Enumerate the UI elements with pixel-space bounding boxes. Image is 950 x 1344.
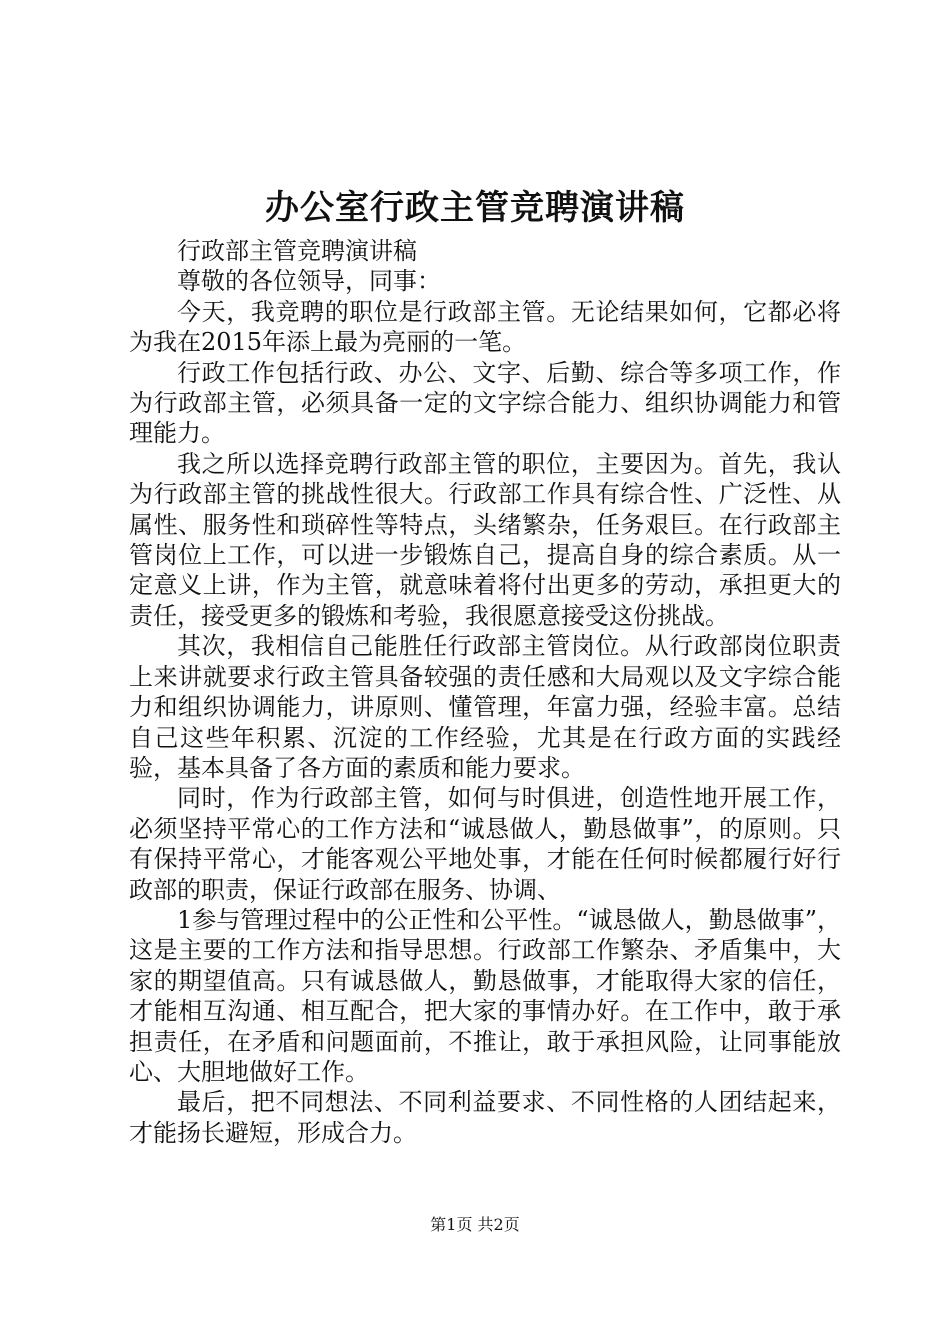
paragraph: 最后，把不同想法、不同利益要求、不同性格的人团结起来，才能扬长避短，形成合力。: [129, 1088, 841, 1147]
paragraph: 同时，作为行政部主管，如何与时俱进，创造性地开展工作，必须坚持平常心的工作方法和“诚恳做人，勤恳做事”，的原则。只有保持平常心，才能客观公平地处事，才能在任何时候都履行好行政部的职责，保证行政部在服务、协调、: [129, 784, 841, 904]
paragraph: 今天，我竞聘的职位是行政部主管。无论结果如何，它都必将为我在2015年添上最为亮丽的一笔。: [129, 297, 841, 357]
document-title: 办公室行政主管竞聘演讲稿: [265, 188, 685, 228]
paragraph: 1参与管理过程中的公正性和公平性。“诚恳做人，勤恳做事”，这是主要的工作方法和指导思想。行政部工作繁杂、矛盾集中，大家的期望值高。只有诚恳做人，勤恳做事，才能取得大家的信任，才能相互沟通、相互配合，把大家的事情办好。在工作中，敢于承担责任，在矛盾和问题面前，不推让，敢于承担风险，让同事能放心、大胆地做好工作。: [129, 905, 841, 1086]
page-footer: 第1页 共2页: [430, 1215, 520, 1234]
paragraph-subtitle: 行政部主管竞聘演讲稿: [177, 237, 417, 265]
paragraph: 我之所以选择竞聘行政部主管的职位，主要因为。首先，我认为行政部主管的挑战性很大。行政部工作具有综合性、广泛性、从属性、服务性和琐碎性等特点，头绪繁杂，任务艰巨。在行政部主管岗位上工作，可以进一步锻炼自己，提高自身的综合素质。从一定意义上讲，作为主管，就意味着将付出更多的劳动，承担更大的责任，接受更多的锻炼和考验，我很愿意接受这份挑战。: [129, 449, 841, 630]
document-body: [129, 236, 841, 1148]
paragraph: 行政工作包括行政、办公、文字、后勤、综合等多项工作，作为行政部主管，必须具备一定的文字综合能力、组织协调能力和管理能力。: [129, 358, 841, 448]
paragraph-salutation: 尊敬的各位领导，同事：: [177, 267, 441, 296]
paragraph: 其次，我相信自己能胜任行政部主管岗位。从行政部岗位职责上来讲就要求行政主管具备较强的责任感和大局观以及文字综合能力和组织协调能力，讲原则、懂管理，年富力强，经验丰富。总结自己这些年积累、沉淀的工作经验，尤其是在行政方面的实践经验，基本具备了各方面的素质和能力要求。: [129, 632, 841, 782]
